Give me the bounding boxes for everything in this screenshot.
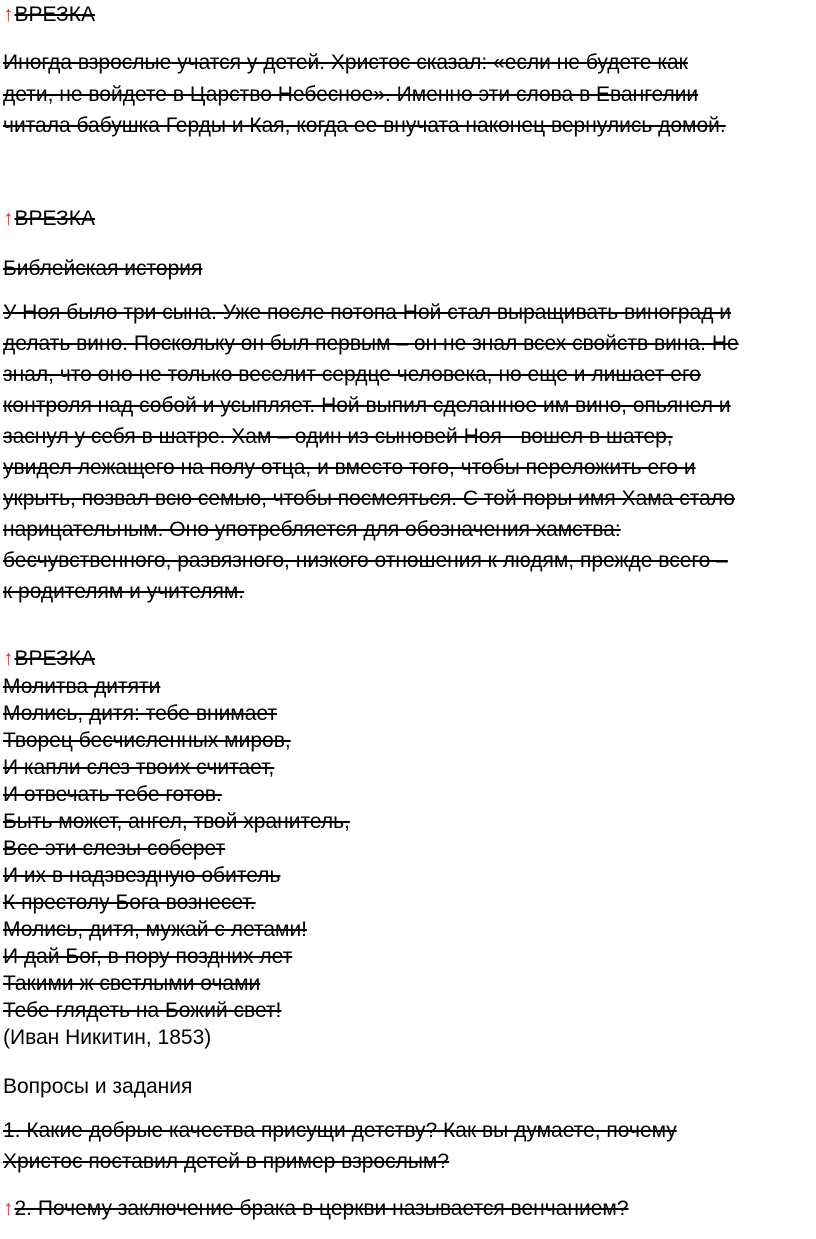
arrow-up-icon: ↑	[3, 1197, 14, 1220]
paragraph-line: Иногда взрослые учатся у детей. Христос сказал: «если не будете как	[3, 51, 688, 74]
paragraph-line: читала бабушка Герды и Кая, когда ее внучата наконец вернулись домой.	[3, 114, 726, 137]
paragraph-line: заснул у себя в шатре. Хам – один из сыновей Ноя - вошел в шатер,	[3, 425, 673, 448]
paragraph-line: делать вино. Поскольку он был первым – он не знал всех свойств вина. Не	[3, 332, 739, 355]
arrow-up-icon: ↑	[3, 647, 14, 670]
poem-line: Творец бесчисленных миров,	[3, 729, 291, 752]
paragraph-line: дети, не войдете в Царство Небесное». Именно эти слова в Евангелии	[3, 83, 699, 106]
questions-heading: Вопросы и задания	[3, 1075, 193, 1098]
insert-heading-1: ↑ВРЕЗКА	[3, 3, 95, 26]
paragraph-line: У Ноя было три сына. Уже после потопа Ной стал выращивать виноград и	[3, 301, 732, 324]
paragraph-line: нарицательным. Оно употребляется для обозначения хамства:	[3, 518, 621, 541]
paragraph-line: бесчувственного, развязного, низкого отношения к людям, прежде всего –	[3, 549, 728, 572]
question-line: 1. Какие добрые качества присущи детству? Как вы думаете, почему	[3, 1119, 677, 1142]
section-subtitle: Библейская история	[3, 257, 203, 280]
poem-line: Тебе глядеть на Божий свет!	[3, 999, 282, 1022]
arrow-up-icon: ↑	[3, 207, 14, 230]
paragraph-line: знал, что оно не только веселит сердце человека, но еще и лишает его	[3, 363, 701, 386]
poem-line: И дай Бог, в пору поздних лет	[3, 945, 293, 968]
insert-heading-3: ↑ВРЕЗКА	[3, 647, 95, 670]
poem-line: Все эти слезы соберет	[3, 837, 226, 860]
arrow-up-icon: ↑	[3, 3, 14, 26]
poem-line: Молись, дитя, мужай с летами!	[3, 918, 308, 941]
poem-line: И их в надзвездную обитель	[3, 864, 281, 887]
poem-line: Быть может, ангел, твой хранитель,	[3, 810, 350, 833]
question-2: ↑2. Почему заключение брака в церкви называется венчанием?	[3, 1197, 629, 1220]
paragraph-line: контроля над собой и усыпляет. Ной выпил сделанное им вино, опьянел и	[3, 394, 731, 417]
poem-attribution: (Иван Никитин, 1853)	[3, 1026, 212, 1049]
question-line: Христос поставил детей в пример взрослым?	[3, 1150, 450, 1173]
poem-title: Молитва дитяти	[3, 675, 161, 698]
insert-heading-2: ↑ВРЕЗКА	[3, 207, 95, 230]
poem-line: И отвечать тебе готов.	[3, 783, 222, 806]
poem-line: Молись, дитя: тебе внимает	[3, 702, 278, 725]
paragraph-line: к родителям и учителям.	[3, 580, 245, 603]
poem-line: Такими ж светлыми очами	[3, 972, 261, 995]
paragraph-line: увидел лежащего на полу отца, и вместо того, чтобы переложить его и	[3, 456, 696, 479]
paragraph-line: укрыть, позвал всю семью, чтобы посмеяться. С той поры имя Хама стало	[3, 487, 735, 510]
poem-line: И капли слез твоих считает,	[3, 756, 275, 779]
poem-line: К престолу Бога вознесет.	[3, 891, 256, 914]
